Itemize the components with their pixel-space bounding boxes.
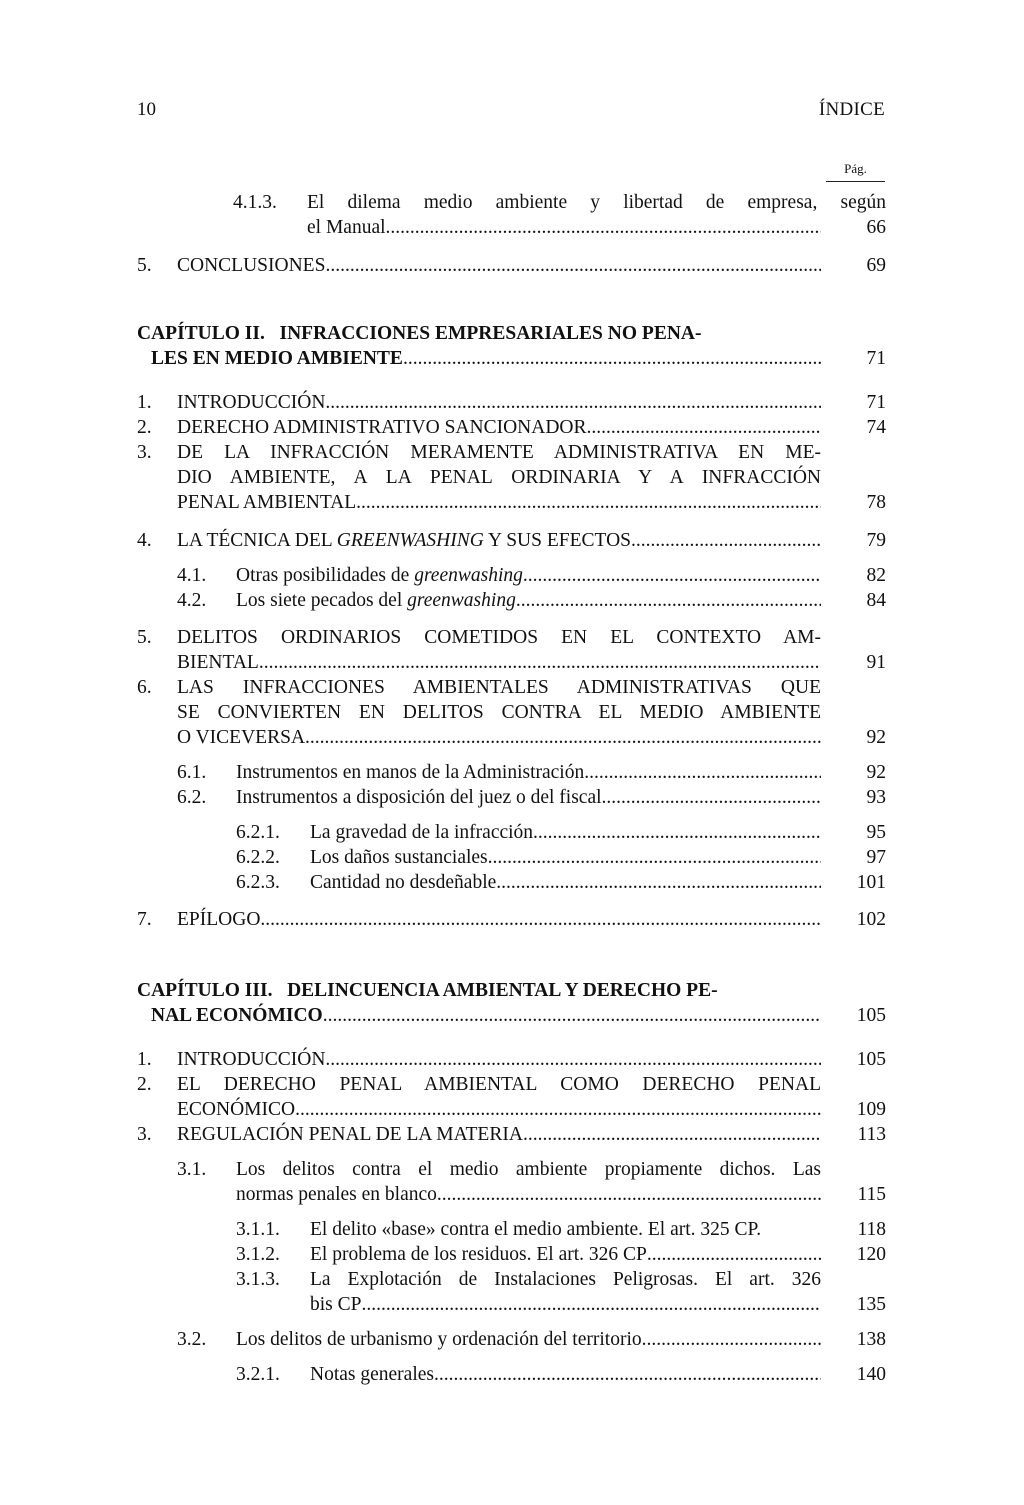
leader-dots xyxy=(533,820,821,845)
entry-page: 135 xyxy=(856,1294,886,1315)
entry-page: 113 xyxy=(857,1124,886,1145)
toc-entry xyxy=(137,820,886,845)
entry-page: 71 xyxy=(866,392,886,413)
entry-number: 3.1.3. xyxy=(236,1269,280,1290)
entry-page: 140 xyxy=(856,1364,886,1385)
entry-title: normas penales en blanco xyxy=(236,1184,437,1205)
leader-dots xyxy=(437,1182,821,1207)
entry-title: el Manual xyxy=(307,217,386,238)
chapter-title-line: CAPÍTULO III. DELINCUENCIA AMBIENTAL Y DERECHO PE- xyxy=(137,980,718,1001)
toc-entry xyxy=(137,1072,886,1122)
entry-number: 6. xyxy=(137,677,152,698)
chapter-title-line: CAPÍTULO II. INFRACCIONES EMPRESARIALES NO PENA- xyxy=(137,323,702,344)
entry-title: ECONÓMICO xyxy=(177,1099,296,1120)
entry-title: bis CP xyxy=(310,1294,362,1315)
entry-title-line: DELITOS ORDINARIOS COMETIDOS EN EL CONTEXTO AM- xyxy=(177,627,821,648)
leader-dots xyxy=(642,1327,821,1352)
leader-dots xyxy=(325,390,821,415)
entry-number: 6.2.1. xyxy=(236,822,280,843)
entry-page: 92 xyxy=(866,727,886,748)
toc-entry xyxy=(137,563,886,588)
entry-title-line: LAS INFRACCIONES AMBIENTALES ADMINISTRATIVAS QUE xyxy=(177,677,821,698)
entry-title: BIENTAL xyxy=(177,652,259,673)
chapter-title: NAL ECONÓMICO xyxy=(151,1005,323,1026)
toc-entry xyxy=(137,1362,886,1387)
entry-number: 6.1. xyxy=(177,762,207,783)
entry-title: Los daños sustanciales xyxy=(310,847,488,868)
entry-number: 7. xyxy=(137,909,152,930)
leader-dots xyxy=(386,215,821,240)
entry-page: 78 xyxy=(866,492,886,513)
leader-dots xyxy=(325,253,821,278)
toc-entry xyxy=(137,1327,886,1352)
leader-dots xyxy=(584,760,821,785)
entry-number: 6.2. xyxy=(177,787,207,808)
toc-entry xyxy=(137,1217,886,1242)
entry-page: 101 xyxy=(856,872,886,893)
toc-entry xyxy=(137,870,886,895)
toc-entry xyxy=(137,1047,886,1072)
leader-dots xyxy=(403,346,821,371)
entry-page: 91 xyxy=(866,652,886,673)
entry-title: REGULACIÓN PENAL DE LA MATERIA xyxy=(177,1124,523,1145)
entry-number: 4. xyxy=(137,530,152,551)
toc-entry xyxy=(137,390,886,415)
entry-page: 105 xyxy=(856,1005,886,1026)
toc-entry xyxy=(137,528,886,553)
entry-title: LA TÉCNICA DEL GREENWASHING Y SUS EFECTOS xyxy=(177,530,632,551)
entry-page: 97 xyxy=(866,847,886,868)
entry-title: DERECHO ADMINISTRATIVO SANCIONADOR xyxy=(177,417,587,438)
entry-title: Instrumentos en manos de la Administración xyxy=(236,762,585,783)
toc-entry xyxy=(137,675,886,750)
chapter-heading xyxy=(137,321,886,371)
page-number: 10 xyxy=(137,99,156,120)
entry-title-line: El dilema medio ambiente y libertad de empresa, según xyxy=(307,192,886,213)
entry-title: CONCLUSIONES xyxy=(177,255,326,276)
leader-dots xyxy=(523,1122,821,1147)
entry-page: 102 xyxy=(856,909,886,930)
entry-title-line: DIO AMBIENTE, A LA PENAL ORDINARIA Y A INFRACCIÓN xyxy=(177,467,821,488)
leader-dots xyxy=(356,490,821,515)
leader-dots xyxy=(434,1362,821,1387)
leader-dots xyxy=(496,870,821,895)
toc-entry xyxy=(137,1267,886,1317)
toc-entry xyxy=(137,190,886,240)
entry-title: La gravedad de la infracción xyxy=(310,822,534,843)
entry-number: 4.1.3. xyxy=(233,192,277,213)
entry-page: 69 xyxy=(866,255,886,276)
entry-number: 3.2. xyxy=(177,1329,207,1350)
entry-page: 84 xyxy=(866,590,886,611)
entry-number: 2. xyxy=(137,1074,152,1095)
entry-title-line: EL DERECHO PENAL AMBIENTAL COMO DERECHO PENAL xyxy=(177,1074,821,1095)
leader-dots xyxy=(260,907,821,932)
entry-title: INTRODUCCIÓN xyxy=(177,1049,326,1070)
entry-title: El delito «base» contra el medio ambiente. El art. 325 CP. xyxy=(310,1219,762,1240)
entry-number: 1. xyxy=(137,392,152,413)
leader-dots xyxy=(587,415,821,440)
entry-page: 92 xyxy=(866,762,886,783)
toc-entry xyxy=(137,760,886,785)
entry-page: 79 xyxy=(866,530,886,551)
entry-title-line: Los delitos contra el medio ambiente propiamente dichos. Las xyxy=(236,1159,821,1180)
entry-title: Cantidad no desdeñable xyxy=(310,872,497,893)
leader-dots xyxy=(295,1097,821,1122)
entry-page: 74 xyxy=(866,417,886,438)
leader-dots xyxy=(631,528,821,553)
entry-title: El problema de los residuos. El art. 326 CP xyxy=(310,1244,647,1265)
entry-page: 115 xyxy=(857,1184,886,1205)
toc-entry xyxy=(137,625,886,675)
entry-page: 95 xyxy=(866,822,886,843)
entry-page: 71 xyxy=(866,348,886,369)
leader-dots xyxy=(516,588,821,613)
entry-title: INTRODUCCIÓN xyxy=(177,392,326,413)
entry-page: 118 xyxy=(857,1219,886,1240)
table-of-contents xyxy=(137,190,886,1387)
entry-title: O VICEVERSA xyxy=(177,727,306,748)
entry-number: 5. xyxy=(137,627,152,648)
toc-entry xyxy=(137,415,886,440)
leader-dots xyxy=(325,1047,821,1072)
entry-number: 3. xyxy=(137,442,152,463)
toc-entry xyxy=(137,1122,886,1147)
entry-page: 105 xyxy=(856,1049,886,1070)
toc-entry xyxy=(137,1242,886,1267)
entry-page: 109 xyxy=(856,1099,886,1120)
entry-number: 1. xyxy=(137,1049,152,1070)
leader-dots xyxy=(361,1292,821,1317)
entry-number: 6.2.3. xyxy=(236,872,280,893)
entry-number: 3.2.1. xyxy=(236,1364,280,1385)
toc-entry xyxy=(137,785,886,810)
chapter-heading xyxy=(137,978,886,1028)
entry-number: 3.1. xyxy=(177,1159,207,1180)
entry-title-line: DE LA INFRACCIÓN MERAMENTE ADMINISTRATIVA EN ME- xyxy=(177,442,821,463)
entry-title-line: La Explotación de Instalaciones Peligrosas. El art. 326 xyxy=(310,1269,821,1290)
entry-page: 82 xyxy=(866,565,886,586)
entry-title: Notas generales xyxy=(310,1364,434,1385)
page-column-rule xyxy=(826,181,885,182)
leader-dots xyxy=(647,1242,821,1267)
toc-entry xyxy=(137,253,886,278)
entry-number: 2. xyxy=(137,417,152,438)
entry-title-line: SE CONVIERTEN EN DELITOS CONTRA EL MEDIO AMBIENTE xyxy=(177,702,821,723)
entry-number: 3.1.2. xyxy=(236,1244,280,1265)
entry-page: 66 xyxy=(866,217,886,238)
leader-dots xyxy=(523,563,821,588)
toc-entry xyxy=(137,440,886,515)
entry-number: 3.1.1. xyxy=(236,1219,280,1240)
leader-dots xyxy=(488,845,821,870)
entry-title: PENAL AMBIENTAL xyxy=(177,492,357,513)
entry-title: Otras posibilidades de greenwashing xyxy=(236,565,523,586)
entry-number: 6.2.2. xyxy=(236,847,280,868)
toc-entry xyxy=(137,588,886,613)
entry-title: Instrumentos a disposición del juez o del fiscal xyxy=(236,787,602,808)
entry-page: 93 xyxy=(866,787,886,808)
chapter-title: LES EN MEDIO AMBIENTE xyxy=(151,348,403,369)
toc-entry xyxy=(137,1157,886,1207)
toc-entry xyxy=(137,907,886,932)
entry-number: 4.2. xyxy=(177,590,207,611)
entry-title: Los delitos de urbanismo y ordenación del territorio xyxy=(236,1329,642,1350)
running-head: ÍNDICE xyxy=(818,99,885,120)
entry-number: 5. xyxy=(137,255,152,276)
page-column-label: Pág. xyxy=(844,161,867,176)
leader-dots xyxy=(602,785,821,810)
leader-dots xyxy=(305,725,821,750)
entry-title: EPÍLOGO xyxy=(177,909,261,930)
leader-dots xyxy=(323,1003,821,1028)
entry-page: 120 xyxy=(856,1244,886,1265)
toc-entry xyxy=(137,845,886,870)
entry-page: 138 xyxy=(856,1329,886,1350)
entry-title: Los siete pecados del greenwashing xyxy=(236,590,516,611)
entry-number: 4.1. xyxy=(177,565,207,586)
leader-dots xyxy=(259,650,821,675)
entry-number: 3. xyxy=(137,1124,152,1145)
